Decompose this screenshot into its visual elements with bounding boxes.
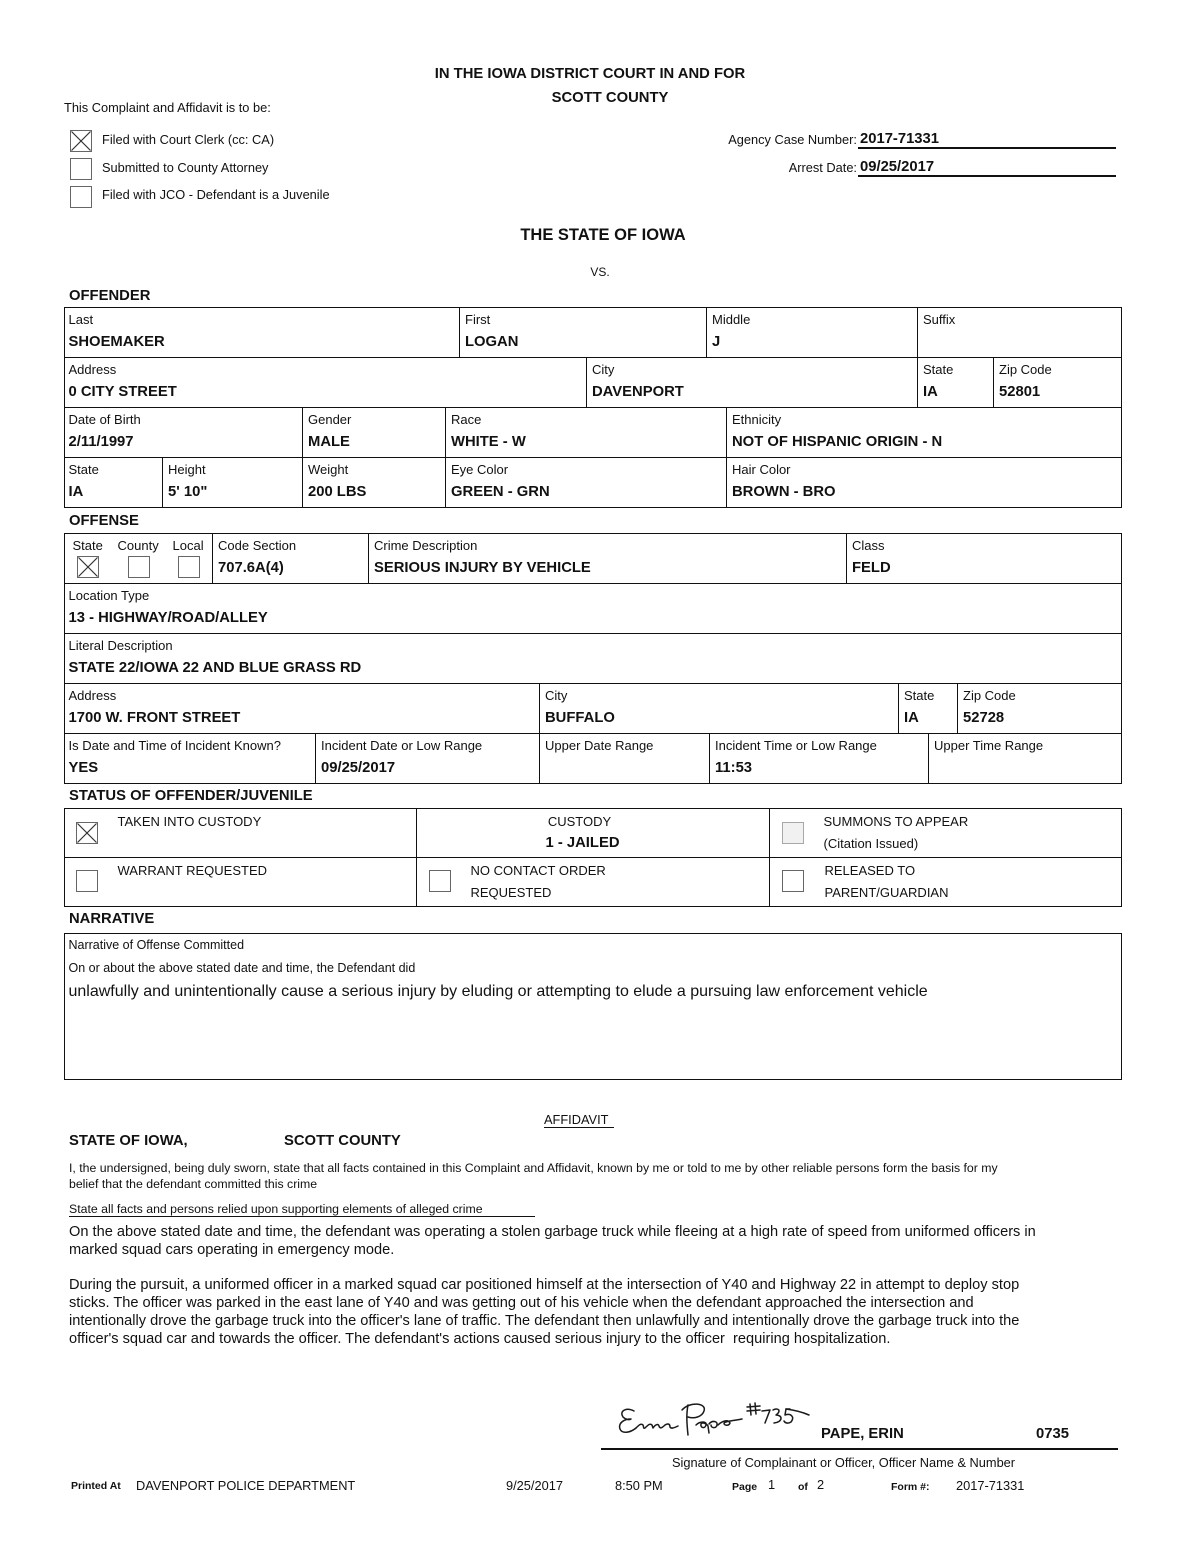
- checkmark-x-icon: [77, 823, 97, 843]
- form-number-label: Form #:: [891, 1481, 930, 1493]
- field-value: WHITE - W: [451, 434, 526, 450]
- field-label: Crime Description: [374, 538, 478, 553]
- field-value: STATE 22/IOWA 22 AND BLUE GRASS RD: [68, 660, 362, 676]
- field-label: State: [68, 462, 99, 477]
- affidavit-line: officer's squad car and towards the officer. The defendant's actions caused serious injury to the officer requiring hospitalization.: [69, 1330, 891, 1347]
- printed-at-value: DAVENPORT POLICE DEPARTMENT: [136, 1478, 356, 1493]
- of-label: of: [798, 1481, 808, 1493]
- offender-eye-color-cell: [446, 458, 727, 508]
- officer-number: 0735: [1036, 1426, 1069, 1442]
- offense-heading: OFFENSE: [69, 513, 139, 529]
- handwritten-signature: [610, 1395, 820, 1445]
- arrest-date-underline: [858, 175, 1116, 177]
- field-label: State: [904, 688, 935, 703]
- arrest-date-label: Arrest Date:: [788, 160, 857, 175]
- field-label: Zip Code: [963, 688, 1016, 703]
- taken-into-custody-label: TAKEN INTO CUSTODY: [117, 814, 262, 829]
- affidavit-line: intentionally drove the garbage truck into the officer's lane of traffic. The defendant then unlawfully and intentionally drove the garbage truck into the: [69, 1312, 1020, 1329]
- filing-option-label: Submitted to County Attorney: [102, 160, 269, 175]
- narrative-text: unlawfully and unintentionally cause a serious injury by eluding or attempting to elude a pursuing law enforcement vehicle: [68, 983, 928, 1000]
- checkmark-x-icon: [71, 131, 91, 151]
- field-value: IA: [923, 384, 938, 400]
- affidavit-line: marked squad cars operating in emergency mode.: [69, 1241, 395, 1258]
- offender-ethnicity-cell: [727, 408, 1122, 458]
- field-value: 5' 10": [168, 484, 208, 500]
- jurisdiction-county-checkbox: [128, 556, 150, 578]
- offender-last-cell: [65, 308, 460, 358]
- offender-race-cell: [446, 408, 727, 458]
- agency-case-label: Agency Case Number:: [728, 132, 857, 147]
- affidavit-title: AFFIDAVIT: [544, 1112, 614, 1128]
- jurisdiction-local-label: Local: [172, 538, 204, 553]
- field-label: Suffix: [923, 312, 956, 327]
- no-contact-checkbox: [429, 870, 451, 892]
- field-value: 0 CITY STREET: [68, 384, 177, 400]
- no-contact-label: NO CONTACT ORDER: [470, 863, 606, 878]
- signature-line: [601, 1448, 1118, 1450]
- warrant-label: WARRANT REQUESTED: [117, 863, 268, 878]
- field-value: BUFFALO: [545, 710, 615, 726]
- summons-checkbox: [782, 822, 804, 844]
- filing-option-checkbox: [70, 158, 92, 180]
- field-label: Code Section: [218, 538, 297, 553]
- field-value: 52728: [963, 710, 1005, 726]
- signature-caption: Signature of Complainant or Officer, Officer Name & Number: [672, 1455, 1016, 1470]
- affidavit-line: sticks. The officer was parked in the east lane of Y40 and was getting out of his vehicle when the defendant approached the intersection and: [69, 1294, 974, 1311]
- released-checkbox: [782, 870, 804, 892]
- offender-height-cell: [163, 458, 303, 508]
- status-table: [64, 808, 1122, 907]
- printed-time: 8:50 PM: [615, 1478, 663, 1493]
- printed-date: 9/25/2017: [506, 1478, 563, 1493]
- field-label: Hair Color: [732, 462, 791, 477]
- field-label: City: [592, 362, 615, 377]
- jurisdiction-state-label: State: [72, 538, 103, 553]
- warrant-checkbox: [76, 870, 98, 892]
- field-value: BROWN - BRO: [732, 484, 836, 500]
- offender-middle-cell: [707, 308, 918, 358]
- field-value: 52801: [999, 384, 1041, 400]
- total-pages: 2: [817, 1477, 825, 1492]
- offender-weight-cell: [303, 458, 446, 508]
- narrative-heading: NARRATIVE: [69, 911, 155, 927]
- field-label: Height: [168, 462, 206, 477]
- released-label: RELEASED TO: [824, 863, 916, 878]
- offense-zip-cell: [958, 684, 1122, 734]
- field-value: SERIOUS INJURY BY VEHICLE: [374, 560, 591, 576]
- no-contact-sublabel: REQUESTED: [470, 885, 552, 900]
- field-value: LOGAN: [465, 334, 519, 350]
- warrant-cell: [65, 858, 417, 907]
- offender-dob-cell: [65, 408, 303, 458]
- time-known-cell: [65, 734, 316, 784]
- field-value: MALE: [308, 434, 350, 450]
- page-number: 1: [768, 1477, 776, 1492]
- form-number: 2017-71331: [956, 1478, 1025, 1493]
- field-label: Ethnicity: [732, 412, 782, 427]
- no-contact-cell: [417, 858, 770, 907]
- custody-label: CUSTODY: [547, 814, 612, 829]
- affidavit-line: On the above stated date and time, the defendant was operating a stolen garbage truck while fleeing at a high rate of speed from uniformed officers in: [69, 1223, 1036, 1240]
- offense-state-cell: [899, 684, 958, 734]
- summons-label: SUMMONS TO APPEAR: [823, 814, 969, 829]
- affidavit-line: During the pursuit, a uniformed officer in a marked squad car positioned himself at the intersection of Y40 and Highway 22 in attempt to deploy stop: [69, 1276, 1020, 1293]
- offender-first-cell: [460, 308, 707, 358]
- facts-label: State all facts and persons relied upon supporting elements of alleged crime: [69, 1202, 535, 1217]
- offense-table: [64, 533, 1122, 784]
- field-label: Address: [68, 362, 117, 377]
- field-label: Address: [68, 688, 117, 703]
- field-label: First: [465, 312, 491, 327]
- versus-label: VS.: [590, 265, 610, 279]
- narrative-label: Narrative of Offense Committed: [68, 937, 245, 952]
- narrative-intro: On or about the above stated date and time, the Defendant did: [68, 961, 416, 975]
- literal-description-cell: [65, 634, 1122, 684]
- incident-date-cell: [316, 734, 540, 784]
- field-value: 09/25/2017: [321, 760, 396, 776]
- field-label: State: [923, 362, 954, 377]
- offense-city-cell: [540, 684, 899, 734]
- offender-suffix-cell: [918, 308, 1122, 358]
- field-label: Is Date and Time of Incident Known?: [68, 738, 281, 753]
- field-value: 13 - HIGHWAY/ROAD/ALLEY: [68, 610, 268, 626]
- status-heading: STATUS OF OFFENDER/JUVENILE: [69, 788, 313, 804]
- field-label: Weight: [308, 462, 349, 477]
- offense-address-cell: [65, 684, 540, 734]
- oath-line: I, the undersigned, being duly sworn, state that all facts contained in this Complaint and Affidavit, known by me or told to me by other reliable persons form the basis for my: [69, 1161, 998, 1175]
- case-title: THE STATE OF IOWA: [520, 226, 686, 244]
- field-value: YES: [68, 760, 99, 776]
- jurisdiction-state-checkbox: [77, 556, 99, 578]
- court-title-line2: SCOTT COUNTY: [551, 90, 669, 106]
- offender-state-cell: [918, 358, 994, 408]
- released-cell: [770, 858, 1122, 907]
- checkmark-x-icon: [78, 557, 98, 577]
- field-value: 11:53: [715, 760, 753, 776]
- oath-line: belief that the defendant committed this crime: [69, 1177, 318, 1191]
- location-type-cell: [65, 584, 1122, 634]
- offender-table: [64, 307, 1122, 508]
- upper-time-cell: [929, 734, 1122, 784]
- field-value: NOT OF HISPANIC ORIGIN - N: [732, 434, 943, 450]
- field-label: City: [545, 688, 568, 703]
- field-value: FELD: [852, 560, 891, 576]
- field-value: 2/11/1997: [68, 434, 134, 450]
- field-label: Date of Birth: [68, 412, 141, 427]
- field-label: Eye Color: [451, 462, 509, 477]
- court-title-line1: IN THE IOWA DISTRICT COURT IN AND FOR: [434, 66, 746, 82]
- agency-case-underline: [858, 147, 1116, 149]
- filing-option-checkbox: [70, 186, 92, 208]
- class-cell: [847, 534, 1122, 584]
- offender-hair-color-cell: [727, 458, 1122, 508]
- affidavit-county: SCOTT COUNTY: [284, 1133, 401, 1149]
- field-value: IA: [68, 484, 84, 500]
- jurisdiction-county-label: County: [117, 538, 159, 553]
- field-label: Last: [68, 312, 94, 327]
- field-label: Incident Time or Low Range: [715, 738, 877, 753]
- field-value: 707.6A(4): [218, 560, 284, 576]
- narrative-box: [64, 933, 1122, 1080]
- taken-into-custody-checkbox: [76, 822, 98, 844]
- officer-name: PAPE, ERIN: [821, 1426, 904, 1442]
- offender-address-cell: [65, 358, 587, 408]
- released-sublabel: PARENT/GUARDIAN: [824, 885, 949, 900]
- offender-gender-cell: [303, 408, 446, 458]
- field-label: Middle: [712, 312, 751, 327]
- offender-heading: OFFENDER: [69, 288, 151, 304]
- affidavit-state: STATE OF IOWA,: [69, 1133, 188, 1149]
- field-value: 1700 W. FRONT STREET: [68, 710, 241, 726]
- arrest-date: 09/25/2017: [860, 159, 935, 175]
- offender-zip-cell: [994, 358, 1122, 408]
- field-value: 200 LBS: [308, 484, 367, 500]
- custody-value: 1 - JAILED: [545, 835, 620, 851]
- printed-at-label: Printed At: [71, 1480, 121, 1492]
- field-label: Upper Date Range: [545, 738, 654, 753]
- field-value: J: [712, 334, 721, 350]
- offender-city-cell: [587, 358, 918, 408]
- field-value: DAVENPORT: [592, 384, 684, 400]
- agency-case-number: 2017-71331: [860, 131, 939, 147]
- custody-cell: [417, 809, 770, 858]
- incident-time-cell: [710, 734, 929, 784]
- summons-sublabel: (Citation Issued): [823, 836, 919, 851]
- field-value: GREEN - GRN: [451, 484, 550, 500]
- field-label: Zip Code: [999, 362, 1052, 377]
- filing-prompt: This Complaint and Affidavit is to be:: [64, 100, 271, 115]
- field-label: Incident Date or Low Range: [321, 738, 483, 753]
- field-label: Upper Time Range: [934, 738, 1044, 753]
- summons-cell: [770, 809, 1122, 858]
- field-value: SHOEMAKER: [68, 334, 165, 350]
- offender-dl-state-cell: [65, 458, 163, 508]
- field-label: Literal Description: [68, 638, 173, 653]
- filing-option-checkbox: [70, 130, 92, 152]
- crime-description-cell: [369, 534, 847, 584]
- field-label: Race: [451, 412, 482, 427]
- taken-into-custody-cell: [65, 809, 417, 858]
- jurisdiction-local-checkbox: [178, 556, 200, 578]
- filing-option-label: Filed with Court Clerk (cc: CA): [102, 132, 275, 147]
- page-label: Page: [732, 1481, 758, 1493]
- field-label: Gender: [308, 412, 352, 427]
- upper-date-cell: [540, 734, 710, 784]
- code-section-cell: [213, 534, 369, 584]
- field-label: Class: [852, 538, 885, 553]
- jurisdiction-cell: [65, 534, 213, 584]
- field-value: IA: [904, 710, 919, 726]
- filing-option-label: Filed with JCO - Defendant is a Juvenile: [102, 187, 330, 202]
- field-label: Location Type: [68, 588, 150, 603]
